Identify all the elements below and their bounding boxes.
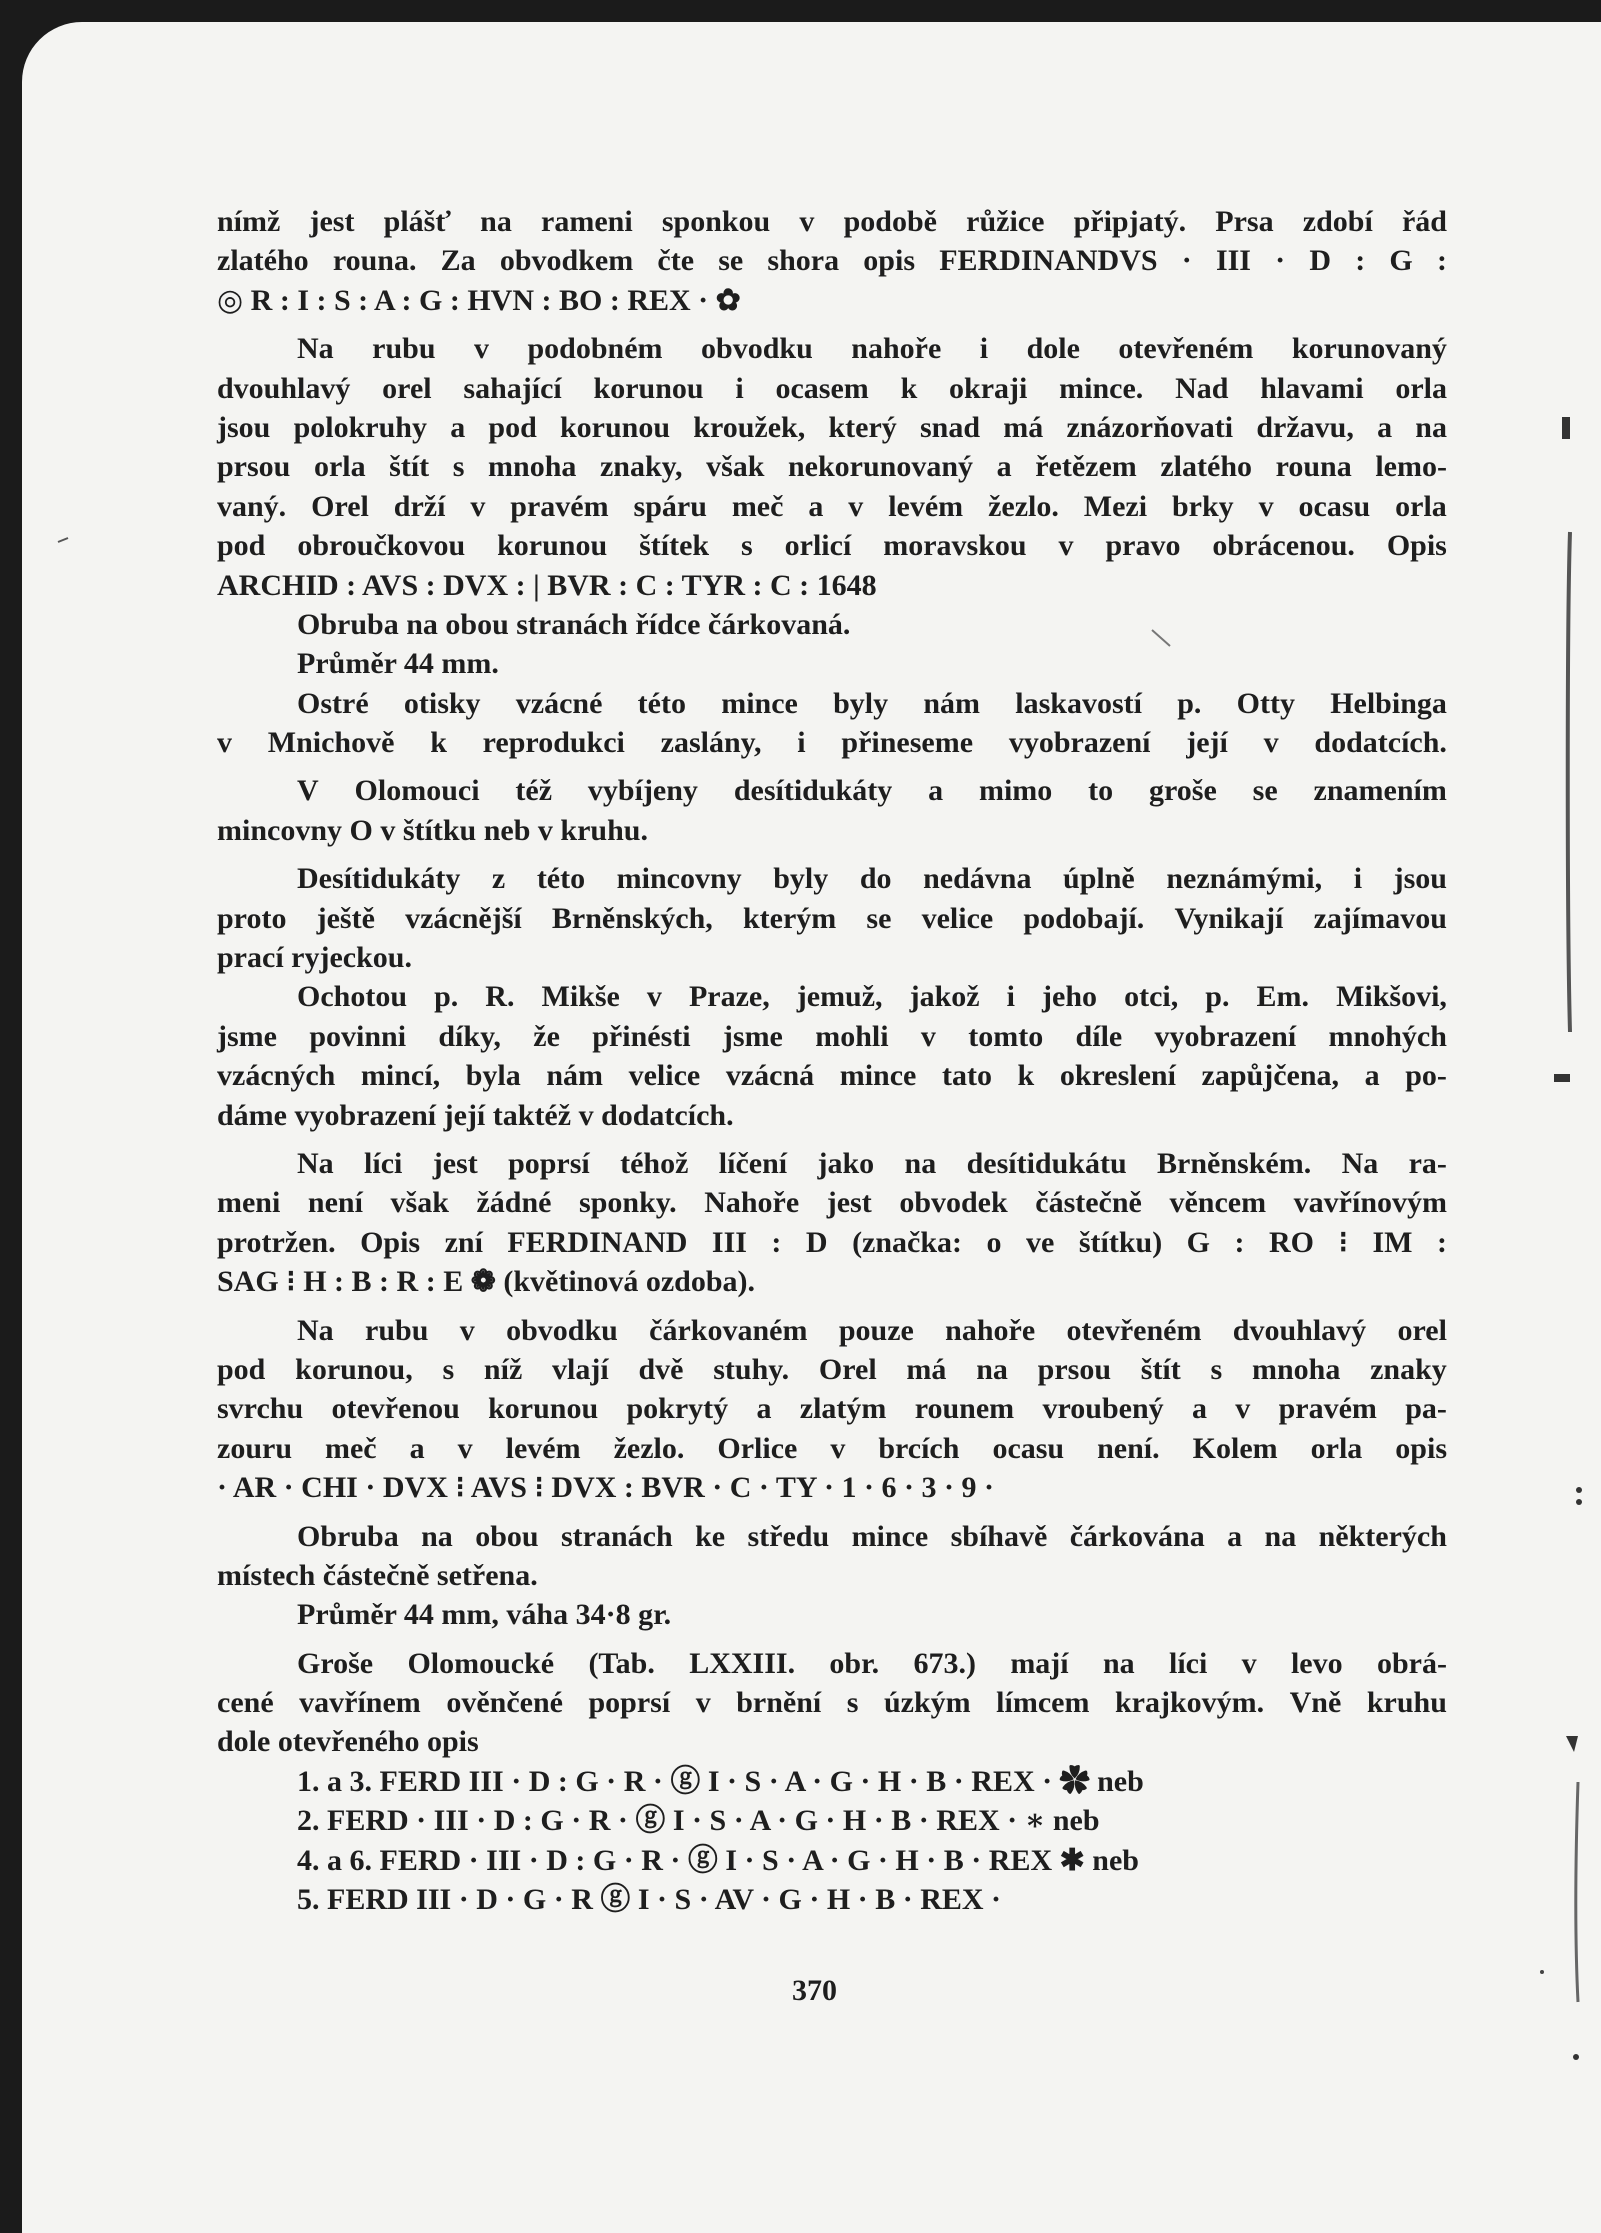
text-line: vzácných mincí, byla nám velice vzácná mince tato k okreslení zapůjčena, a po- — [217, 1059, 1447, 1093]
text-line: místech částečně setřena. — [217, 1558, 538, 1592]
scan-artifacts — [22, 22, 1601, 2233]
text-line: ARCHID : AVS : DVX : | BVR : C : TYR : C : 1648 — [217, 568, 877, 602]
scan-speck — [1540, 1970, 1544, 1974]
paragraph-start: Na rubu v obvodku čárkovaném pouze nahoře otevřeném dvouhlavý orel — [297, 1313, 1447, 1347]
text-line: meni není však žádné sponky. Nahoře jest obvodek částečně věncem vavřínovým — [217, 1186, 1447, 1220]
text-line: zouru meč a v levém žezlo. Orlice v brcích ocasu není. Kolem orla opis — [217, 1431, 1447, 1465]
scan-speck — [1554, 1074, 1570, 1082]
text-line: pod korunou, s níž vlají dvě stuhy. Orel má na prsou štít s mnoha znaky — [217, 1352, 1447, 1386]
text-line: prací ryjeckou. — [217, 941, 412, 975]
scan-edge-mark — [1576, 1782, 1578, 2002]
paragraph-start: Na líci jest poprsí téhož líčení jako na desítidukátu Brněnském. Na ra- — [297, 1146, 1447, 1180]
paragraph-start: Průměr 44 mm, váha 34·8 gr. — [297, 1598, 672, 1632]
text-line: dáme vyobrazení její taktéž v dodatcích. — [217, 1098, 734, 1132]
scanned-page — [22, 22, 1601, 2233]
text-line: pod obroučkovou korunou štítek s orlicí moravskou v pravo obrácenou. Opis — [217, 529, 1447, 563]
scan-speck — [1152, 630, 1170, 646]
text-line: cené vavřínem ověnčené poprsí v brnění s úzkým límcem krajkovým. Vně kruhu — [217, 1686, 1447, 1720]
text-line: v Mnichově k reprodukci zaslány, i přineseme vyobrazení její v dodatcích. — [217, 726, 1447, 760]
paragraph-start: Groše Olomoucké (Tab. LXXIII. obr. 673.) mají na líci v levo obrá- — [297, 1646, 1447, 1680]
scan-speck — [1573, 2054, 1579, 2060]
text-line: svrchu otevřenou korunou pokrytý a zlatým rounem vroubený a v pravém pa- — [217, 1392, 1447, 1426]
scan-edge-mark — [1568, 532, 1570, 1032]
scan-speck — [1562, 417, 1570, 439]
paragraph-start: Na rubu v podobném obvodku nahoře i dole otevřeném korunovaný — [297, 332, 1447, 366]
paragraph-start: V Olomouci též vybíjeny desítidukáty a mimo to groše se znamením — [297, 774, 1447, 808]
text-line: · AR · CHI · DVX ⁝ AVS ⁝ DVX : BVR · C · TY · 1 · 6 · 3 · 9 · — [217, 1471, 994, 1505]
list-item: 2. FERD · III · D : G · R · ⓖ I · S · A · G · H · B · REX · ∗ neb — [297, 1804, 1100, 1838]
text-line: SAG ⁝ H : B : R : E ❁ (květinová ozdoba). — [217, 1265, 756, 1299]
scan-speck — [1566, 1736, 1578, 1752]
scan-speck — [1576, 1487, 1582, 1493]
scan-speck — [58, 538, 68, 542]
paragraph-start: Průměr 44 mm. — [297, 647, 499, 681]
scan-speck — [1576, 1499, 1582, 1505]
paragraph-start: Obruba na obou stranách ke středu mince sbíhavě čárkována a na některých — [297, 1519, 1447, 1553]
text-line: dvouhlavý orel sahající korunou i ocasem k okraji mince. Nad hlavami orla — [217, 371, 1447, 405]
text-line: jsou polokruhy a pod korunou kroužek, který snad má znázorňovati državu, a na — [217, 410, 1447, 444]
paragraph-start: Ochotou p. R. Mikše v Praze, jemuž, jakož i jeho otci, p. Em. Mikšovi, — [297, 980, 1447, 1014]
text-line: protržen. Opis zní FERDINAND III : D (značka: o ve štítku) G : RO ⁝ IM : — [217, 1225, 1447, 1259]
text-line: jsme povinni díky, že přinésti jsme mohli v tomto díle vyobrazení mnohých — [217, 1019, 1447, 1053]
paragraph-start: Ostré otisky vzácné této mince byly nám laskavostí p. Otty Helbinga — [297, 686, 1447, 720]
page-number: 370 — [792, 1974, 837, 2007]
paragraph-start: Desítidukáty z této mincovny byly do nedávna úplně neznámými, i jsou — [297, 862, 1447, 896]
text-line: zlatého rouna. Za obvodkem čte se shora opis FERDINANDVS · III · D : G : — [217, 244, 1447, 278]
text-line: prsou orla štít s mnoha znaky, však nekorunovaný a řetězem zlatého rouna lemo- — [217, 450, 1447, 484]
text-line: dole otevřeného opis — [217, 1725, 479, 1759]
text-line: mincovny O v štítku neb v kruhu. — [217, 813, 648, 847]
list-item: 4. a 6. FERD · III · D : G · R · ⓖ I · S · A · G · H · B · REX ✱ neb — [297, 1843, 1139, 1877]
text-line: proto ještě vzácnější Brněnských, kterým se velice podobají. Vynikají zajímavou — [217, 901, 1447, 935]
text-line: nímž jest plášť na rameni sponkou v podobě růžice připjatý. Prsa zdobí řád — [217, 205, 1447, 238]
text-line: ◎ R : I : S : A : G : HVN : BO : REX · ✿ — [217, 283, 741, 317]
list-item: 5. FERD III · D · G · R ⓖ I · S · AV · G · H · B · REX · — [297, 1883, 1002, 1917]
paragraph-start: Obruba na obou stranách řídce čárkovaná. — [297, 607, 851, 641]
list-item: 1. a 3. FERD III · D : G · R · ⓖ I · S · A · G · H · B · REX · ✿ neb — [297, 1764, 1144, 1798]
text-line: vaný. Orel drží v pravém spáru meč a v levém žezlo. Mezi brky v ocasu orla — [217, 489, 1447, 523]
